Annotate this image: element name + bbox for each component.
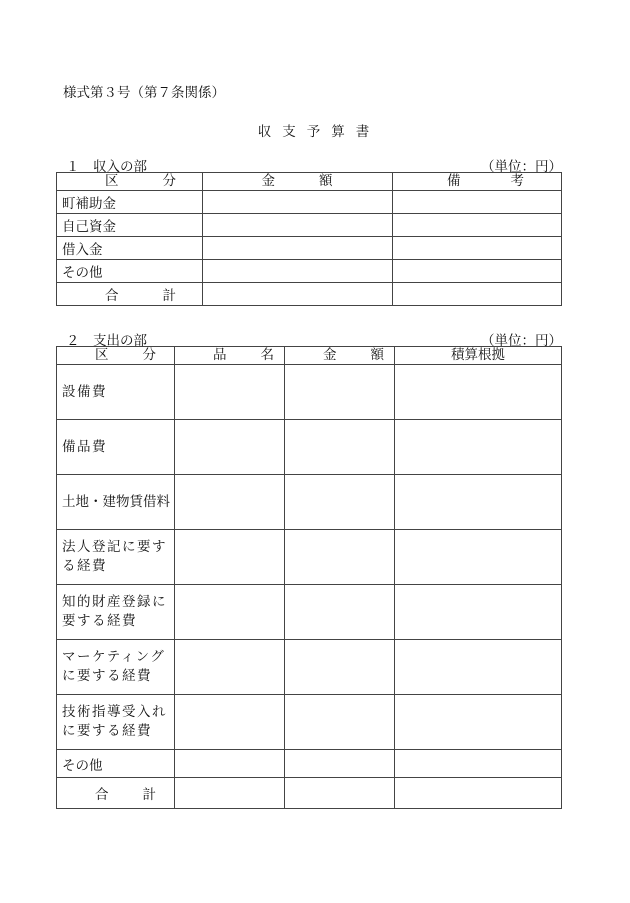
- income-row-label: その他: [57, 260, 203, 283]
- expense-item-cell[interactable]: [175, 750, 285, 778]
- expense-header-row: [57, 347, 562, 365]
- income-header-amount: 金額: [203, 173, 393, 191]
- income-notes-cell[interactable]: [393, 191, 562, 214]
- income-amount-cell[interactable]: [203, 260, 393, 283]
- expense-item-cell[interactable]: [175, 365, 285, 420]
- table-row: [57, 750, 562, 778]
- expense-basis-cell[interactable]: [395, 365, 562, 420]
- expense-amount-cell[interactable]: [285, 475, 395, 530]
- expense-total-row: [57, 778, 562, 809]
- income-row-label: 借入金: [57, 237, 203, 260]
- income-total-amount-cell[interactable]: [203, 283, 393, 306]
- income-header-notes: 備考: [393, 173, 562, 191]
- income-amount-cell[interactable]: [203, 214, 393, 237]
- expense-item-cell[interactable]: [175, 420, 285, 475]
- income-notes-cell[interactable]: [393, 214, 562, 237]
- expense-amount-cell[interactable]: [285, 365, 395, 420]
- income-section-heading: １ 収入の部: [66, 159, 147, 175]
- income-row-label: 自己資金: [57, 214, 203, 237]
- expense-total-basis-cell[interactable]: [395, 778, 562, 809]
- income-total-label: 合計: [57, 283, 203, 306]
- table-row: [57, 237, 562, 260]
- table-row: [57, 530, 562, 585]
- expense-basis-cell[interactable]: [395, 640, 562, 695]
- expense-basis-cell[interactable]: [395, 530, 562, 585]
- expense-header-amount: 金額: [285, 347, 395, 365]
- income-header-row: [57, 173, 562, 191]
- income-total-notes-cell[interactable]: [393, 283, 562, 306]
- expense-header-category: 区分: [57, 347, 175, 365]
- expense-row-label: 技術指導受入れに要する経費: [57, 695, 175, 750]
- income-notes-cell[interactable]: [393, 237, 562, 260]
- expense-amount-cell[interactable]: [285, 420, 395, 475]
- expense-row-label: 土地・建物賃借料: [57, 475, 175, 530]
- table-row: [57, 695, 562, 750]
- expense-row-label: 知的財産登録に要する経費: [57, 585, 175, 640]
- expense-basis-cell[interactable]: [395, 585, 562, 640]
- expense-total-amount-cell[interactable]: [285, 778, 395, 809]
- expense-basis-cell[interactable]: [395, 750, 562, 778]
- income-total-row: [57, 283, 562, 306]
- expense-basis-cell[interactable]: [395, 475, 562, 530]
- table-row: [57, 640, 562, 695]
- table-row: [57, 420, 562, 475]
- expense-row-label: 備品費: [57, 420, 175, 475]
- table-row: [57, 475, 562, 530]
- income-unit-label: （単位：円）: [481, 159, 562, 175]
- expense-section-heading: ２ 支出の部: [66, 333, 147, 349]
- expense-row-label: 法人登記に要する経費: [57, 530, 175, 585]
- expense-unit-label: （単位：円）: [481, 333, 562, 349]
- expense-table: [56, 346, 562, 809]
- expense-amount-cell[interactable]: [285, 750, 395, 778]
- document-title: 収支予算書: [257, 124, 381, 140]
- expense-amount-cell[interactable]: [285, 585, 395, 640]
- expense-amount-cell[interactable]: [285, 640, 395, 695]
- expense-item-cell[interactable]: [175, 695, 285, 750]
- expense-total-item-cell[interactable]: [175, 778, 285, 809]
- expense-header-basis: 積算根拠: [395, 347, 562, 365]
- table-row: [57, 365, 562, 420]
- table-row: [57, 260, 562, 283]
- expense-item-cell[interactable]: [175, 475, 285, 530]
- form-number: 様式第３号（第７条関係）: [63, 85, 225, 101]
- income-row-label: 町補助金: [57, 191, 203, 214]
- expense-row-label: マーケティングに要する経費: [57, 640, 175, 695]
- expense-row-label: 設備費: [57, 365, 175, 420]
- expense-item-cell[interactable]: [175, 585, 285, 640]
- expense-row-label: その他: [57, 750, 175, 778]
- expense-item-cell[interactable]: [175, 640, 285, 695]
- income-amount-cell[interactable]: [203, 191, 393, 214]
- table-row: [57, 585, 562, 640]
- income-notes-cell[interactable]: [393, 260, 562, 283]
- expense-amount-cell[interactable]: [285, 530, 395, 585]
- income-header-category: 区分: [57, 173, 203, 191]
- expense-basis-cell[interactable]: [395, 695, 562, 750]
- expense-amount-cell[interactable]: [285, 695, 395, 750]
- income-table: [56, 172, 574, 306]
- table-row: [57, 214, 562, 237]
- expense-header-item-name: 品名: [175, 347, 285, 365]
- table-row: [57, 191, 562, 214]
- expense-basis-cell[interactable]: [395, 420, 562, 475]
- expense-total-label: 合計: [57, 778, 175, 809]
- expense-item-cell[interactable]: [175, 530, 285, 585]
- income-amount-cell[interactable]: [203, 237, 393, 260]
